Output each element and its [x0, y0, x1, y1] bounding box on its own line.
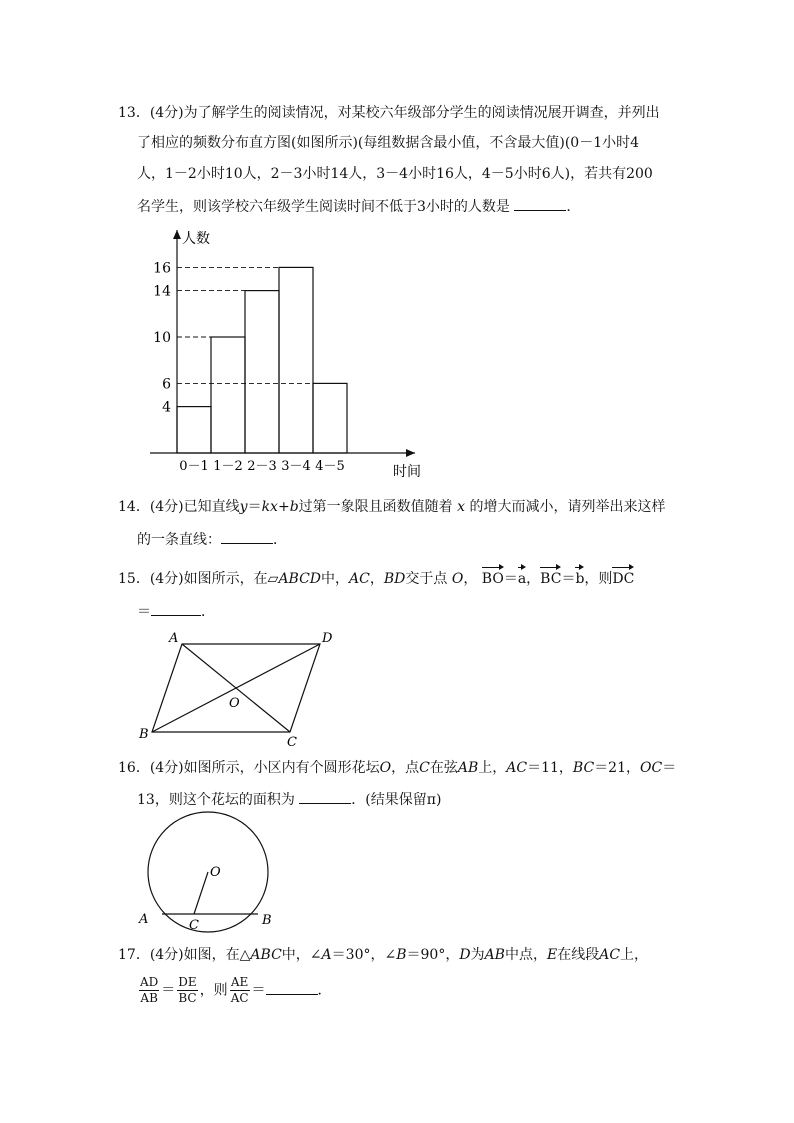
q14-line-2: [137, 529, 287, 550]
q14-eq-y: y: [239, 499, 248, 515]
q13-question-text: 名学生，则该学校六年级学生阅读时间不低于3小时的人数是: [137, 199, 510, 215]
q17-period: ．: [317, 982, 332, 999]
q14-eq-plus: +: [277, 499, 290, 515]
q14-suffix: 的增大而减小，请列举出来这样: [469, 499, 666, 515]
y-tick-label: 16: [153, 260, 171, 277]
vector-dc: DC: [612, 565, 634, 589]
y-tick-label: 10: [153, 330, 171, 346]
q15-ze: ，则: [584, 571, 613, 587]
q16-bc: BC: [572, 760, 595, 776]
q16-answer-blank[interactable]: [299, 789, 351, 804]
q15-jiao: 交于点: [405, 571, 448, 587]
q15-comma3: ，: [526, 571, 541, 587]
vector-bc: BC: [540, 565, 561, 589]
fraction-numerator: AD: [140, 975, 159, 989]
q14-answer-blank[interactable]: [221, 529, 273, 544]
q17-midpoint: 中点，: [504, 947, 547, 963]
q16-zai: 在弦: [429, 760, 458, 776]
q13-answer-blank[interactable]: [514, 196, 566, 211]
fraction-denominator: AC: [230, 991, 249, 1005]
parallelogram-figure: [135, 627, 355, 750]
q17-ab: AB: [484, 947, 505, 963]
q15-answer-blank[interactable]: [151, 601, 201, 616]
q17-feq: ＝: [161, 982, 176, 999]
q17-d: D: [459, 947, 471, 963]
histogram-bar: [245, 291, 279, 453]
x-axis-title: 时间: [393, 464, 421, 480]
label-o: O: [229, 696, 240, 711]
circle-figure: [135, 818, 295, 938]
q15-line-1: [118, 565, 634, 589]
vector-a: a: [518, 565, 526, 589]
q13-line-4: [137, 196, 580, 217]
q17-a: A: [321, 947, 332, 963]
q16-o: O: [379, 760, 392, 776]
histogram-bar: [177, 407, 211, 453]
y-tick-label: 4: [162, 399, 171, 416]
segment-oc: [194, 872, 208, 914]
q14-prefix: 14．(4分)已知直线: [118, 499, 240, 515]
q16-oc: OC: [640, 760, 663, 776]
q17-line-2: [137, 975, 332, 1006]
label-b: B: [262, 913, 272, 928]
q16-line2-suffix: ．(结果保留π): [351, 792, 442, 808]
q17-prefix: 17．(4分)如图，在△: [118, 947, 251, 963]
label-d: D: [322, 631, 333, 646]
q17-zai: 在线段: [557, 947, 600, 963]
x-category-label: 0－1: [179, 459, 209, 474]
vector-b: b: [575, 565, 584, 589]
q15-zhong: 中，: [321, 571, 350, 587]
q14-line-1: [118, 497, 665, 517]
histogram-bar: [313, 383, 347, 453]
q16-ab: AB: [457, 760, 479, 776]
q15-prefix: 15．(4分)如图所示，在: [118, 571, 268, 587]
q17-line-1: [118, 945, 648, 965]
q17-eq-end: ＝: [251, 982, 266, 999]
label-o: O: [210, 865, 221, 880]
label-c: C: [189, 918, 199, 933]
q16-c: C: [419, 760, 430, 776]
q15-comma1: ，: [369, 571, 384, 587]
x-category-label: 4－5: [315, 459, 345, 474]
q14-mid: 过第一象限且函数值随着: [298, 499, 453, 515]
q17-eqB: ＝90°，: [406, 947, 460, 963]
q13-line-2: 了相应的频数分布直方图(如图所示)(每组数据含最小值，不含最大值)(0－1小时4: [137, 135, 640, 151]
q17-e: E: [546, 947, 558, 963]
histogram-bar: [211, 337, 245, 453]
q15-abcd: ABCD: [278, 571, 322, 587]
fraction-ae-ac: [230, 975, 250, 1006]
q14-eq-equals: ＝: [247, 499, 262, 515]
q15-period: ．: [201, 604, 215, 620]
q16-line-2: [137, 789, 441, 810]
fraction-denominator: BC: [178, 991, 197, 1005]
histogram-bar: [279, 267, 313, 453]
label-c: C: [287, 735, 297, 750]
histogram-plot: [150, 230, 421, 480]
q14-period: ．: [273, 532, 287, 548]
fraction-de-bc: [177, 975, 197, 1006]
q17-answer-blank[interactable]: [266, 980, 318, 995]
q17-ze: ，则: [199, 982, 228, 999]
q15-line2-eq: ＝: [137, 604, 151, 620]
q13-line-3: 人，1－2小时10人，2－3小时14人，3－4小时16人，4－5小时6人)，若共有200: [137, 166, 653, 182]
fraction-numerator: AE: [230, 975, 249, 989]
q15-bd: BD: [383, 571, 406, 587]
q16-eq3: ＝: [662, 760, 677, 776]
q17-eqA: ＝30°，∠: [331, 947, 397, 963]
vector-bo: BO: [482, 565, 504, 589]
q16-line2-prefix: 13，则这个花坛的面积为: [137, 792, 295, 808]
q14-eq-b: b: [289, 499, 299, 515]
q15-ac: AC: [349, 571, 370, 587]
y-tick-label: 6: [162, 376, 171, 393]
q17-shang: 上，: [620, 947, 649, 963]
q15-o: O: [451, 571, 464, 587]
q16-shang: 上，: [478, 760, 507, 776]
x-category-label: 1－2: [213, 459, 243, 474]
q14-eq-kx: kx: [261, 499, 278, 515]
x-category-label: 2－3: [247, 459, 277, 474]
q16-line-1: [118, 758, 676, 778]
q15-line-2: [137, 601, 215, 622]
q16-eq1: ＝11，: [527, 760, 573, 776]
label-b: B: [139, 727, 149, 742]
q17-ac: AC: [599, 947, 621, 963]
x-category-label: 3－4: [281, 459, 311, 474]
histogram-chart: [130, 225, 430, 485]
fraction-numerator: DE: [178, 975, 197, 989]
label-a: A: [169, 631, 179, 646]
q15-eq1: ＝: [503, 571, 518, 587]
fraction-ad-ab: [139, 975, 159, 1006]
q16-ac: AC: [506, 760, 528, 776]
q14-x: x: [457, 499, 466, 515]
q13-line-1: 13．(4分)为了解学生的阅读情况，对某校六年级部分学生的阅读情况展开调查，并列出: [118, 105, 660, 121]
y-tick-label: 14: [153, 283, 171, 300]
q17-b: B: [396, 947, 407, 963]
q14-line2-text: 的一条直线：: [137, 532, 221, 548]
q15-eq2: ＝: [561, 571, 576, 587]
q13-period: ．: [566, 199, 581, 215]
y-axis-title: 人数: [182, 231, 210, 247]
x-axis-arrow-icon: [406, 449, 415, 457]
parallelogram-symbol: ▱: [267, 571, 279, 587]
y-axis-arrow-icon: [173, 230, 181, 239]
fraction-denominator: AB: [140, 991, 158, 1005]
q16-eq2: ＝21，: [594, 760, 641, 776]
q17-wei: 为: [470, 947, 485, 963]
q15-comma2: ，: [463, 571, 478, 587]
label-a: A: [139, 912, 149, 927]
q17-abc: ABC: [250, 947, 282, 963]
q17-zhong: 中，∠: [281, 947, 322, 963]
q16-comma: ，点: [391, 760, 420, 776]
q16-prefix: 16．(4分)如图所示，小区内有个圆形花坛: [118, 760, 380, 776]
